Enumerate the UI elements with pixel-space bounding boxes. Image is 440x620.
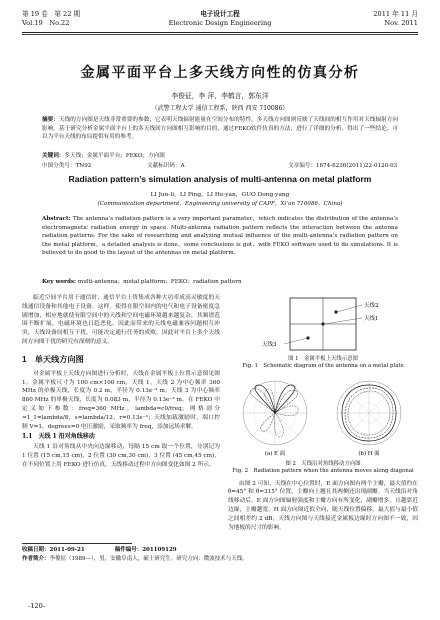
- subsection-1-1-heading: 1.1 天线 1 沿对角线移动: [22, 433, 95, 441]
- classification-row: [42, 161, 398, 170]
- antenna-2-leader: [337, 305, 362, 312]
- section-1-paragraph: 对金属平板上天线方向图进行分析时，天线在金属平板上位置示意图见图 1。金属平板尺寸为 100 cm×100 cm，天线 1，天线 2 为中心频率 360 MHz 的单极天线，长度为 0.2 m，半径为 0.13e⁻³ m；天线 3 为中心频率 860 MHz 的单极天线，长度为 0.083 m，半径为 0.13e⁻³ m。在 FEKO 中定义如下参数：freq=360 MHz，lambda=c0/freq；网格剖分 ≈1_1=lambda/8，s=lambda/12，r=0.13e⁻³；天线加载激励时，端口控制 V=1，degrees=0 电压激励，采取频率为 freq，添加远场求解。: [22, 370, 220, 430]
- keywords-en-label: Key words:: [42, 279, 77, 285]
- paper-title-cn: 金属平面平台上多天线方向性的仿真分析: [80, 65, 360, 81]
- figure-1-caption-cn: 图 1 金属平板上天线示意图: [288, 356, 358, 362]
- fig1-label-ant1: 天线1: [364, 316, 379, 322]
- left-column: [22, 294, 220, 470]
- header-volume-cn: 第 19 卷 第 22 期: [22, 10, 81, 18]
- author-bio-label: 作者简介：: [22, 555, 50, 562]
- antenna-3-leader: [284, 338, 307, 344]
- fig1-label-ant3: 天线3: [262, 342, 277, 348]
- keywords-en-text: multi-antenna；metal platform；FEKO；radiation pattern: [77, 279, 242, 285]
- author-bio-text: 李俊征（1989—），男，安徽阜南人，硕士研究生。研究方向：微波技术与天线。: [49, 555, 248, 562]
- header-date-en: Nov. 2011: [384, 19, 418, 27]
- header-journal-en: Electronic Design Engineering: [168, 19, 272, 27]
- abstract-cn-label: 摘要：: [42, 117, 59, 123]
- page-number: -120-: [28, 602, 46, 610]
- article-number: 文章编号：1674-6236(2011)22-0120-03: [288, 163, 398, 169]
- affiliation-en: (Communication department，Engineering university of CAPF，Xi’an 710086，China): [97, 201, 343, 207]
- figure-2-discussion: 由图 2 可知，天线在中心位置时，E 面方向图有两个主瓣，最大值约在 θ=45° 和 θ=315° 位置，主瓣向上翘且其两侧还出现副瓣。当天线沿对角线移动后，E 面方向图辐射强度和主瓣方向有所变化，副瓣增多，且越靠近边缘，主瓣越宽。H 面方向图近似全向，随天线位置偏移，最大值与最小值之间相差约 2 dB，天线方向图与天线接近金属板边缘时方向图不一致，因为地板的尺寸的影响。: [228, 480, 418, 531]
- footnote-dates: [22, 546, 422, 555]
- fig2-right-caption: (b) H 面: [358, 450, 380, 457]
- polar-plot-h-plane: [337, 381, 401, 445]
- running-header: [22, 10, 418, 32]
- authors-en: LI Jun-li，LI Ping，LI He-yan，GUO Dong-yang: [150, 192, 290, 198]
- figure-1-caption-en: Fig. 1 Schematic diagram of the antenna on a metal plate: [242, 363, 404, 370]
- footnote: [22, 546, 422, 563]
- abstract-cn-text: 天线的方向图是天线非常重要的参数，它表明天线辐射能量在空间分布的特性。多天线方向图则反映了天线间的相互作用对天线辐射方向影响。基于研究分析金属平面平台上的多天线间方向图相互影响的目的，通过FEKO软件仿真的方法，进行了详细的分析，得出了一些结论，可以为平台天线的布局提供有用的参考。: [42, 117, 398, 141]
- received-date: 收稿日期：2011-09-21: [22, 547, 85, 553]
- abstract-en-label: Abstract:: [42, 216, 71, 222]
- keywords-cn-label: 关键词：: [42, 153, 65, 159]
- fig2-left-caption: (a) E 面: [264, 450, 286, 457]
- figure-2-caption-en: Fig. 2 Radiation pattern when the antenna moves along diagonal: [232, 468, 414, 475]
- figure-1-diagram: [228, 294, 418, 356]
- header-journal-cn: 电子设计工程: [200, 10, 240, 18]
- intro-paragraph: 临近空间平台用于通信时，通信平台上将集成各种大功率成高灵敏度的天线通信设备和其他电子设备。这样，使得在限空间内的电气和电子设备密度急剧增加，相应地就使有限空间中的天线和空间电磁环境越来越复杂，其频谱范围不断扩展，电磁环境也日趋恶化。因此而带来的天线电磁兼容问题相互冲突，天线设备间相互干扰，可能决定通行任务的成败。因此对平台上多个天线间方向图干扰的研究有深刻的意义。: [22, 295, 220, 345]
- author-bio: [22, 555, 422, 564]
- header-date-cn: 2011 年 11 月: [373, 10, 418, 18]
- section-1-heading: 1 单天线方向图: [22, 354, 84, 364]
- right-column: [228, 294, 418, 532]
- header-rule: [22, 32, 418, 33]
- right-body: [228, 480, 418, 533]
- keywords-cn: [42, 151, 398, 159]
- header-date: [373, 10, 418, 28]
- figure-2-polar-plots: [228, 375, 418, 461]
- figure-2-caption-cn: 图 2 天线沿对角线移动方向图: [285, 460, 361, 467]
- subsection-1-1-paragraph: 天线 1 沿对角线从中央向边缘移动，每隔 15 cm 取一个位置，分别记为 1 位置 (15 cm,15 cm)，2 位置 (30 cm,30 cm)，3 位置 (45 cm,45 cm)，在不同位置上用 FEKO 进行仿真，天线移动过程中方向图变化如图 2 所示。: [22, 444, 220, 468]
- keywords-en: [42, 277, 398, 285]
- document-code: 文献标识码：A: [147, 163, 185, 169]
- header-volume-en: Vol.19 No.22: [22, 19, 70, 27]
- keywords-cn-text: 多天线；金属平面平台；FEKO；方向图: [64, 153, 165, 159]
- figure-2: [228, 375, 418, 461]
- footnote-rule: [22, 543, 132, 544]
- paper-title-en: Radiation pattern’s simulation analysis of multi-antenna on metal platform: [68, 174, 372, 184]
- abstract-cn: [42, 116, 398, 142]
- affiliation-cn: （武警工程大学 通信工程系，陕西 西安 710086）: [151, 105, 289, 112]
- polar-plot-e-plane: [243, 381, 307, 445]
- figure-1: [228, 294, 418, 356]
- manuscript-number: 稿件编号：201109129: [114, 547, 177, 553]
- authors-cn: 李俊征，李 萍，李鹤言，郭东洋: [171, 92, 269, 100]
- header-journal: [22, 10, 418, 28]
- classification-number: 中图分类号：TN92: [42, 163, 92, 169]
- abstract-en-text: The antenna’s radiation pattern is a very important parameter，which indicates the distribution of the antenna’s electromagnetic radiation energy in space. Multi-antenna radiation pattern reflects the interaction between the antenna radiation patterns. For the sake of researching and analyzing mutual influence of the multi-antenna’s radiation pattern on the metal platform，a detailed analysis is done，some conclusions is got，with FEKO software used to do simulations. It is believed to do good to the layout of the antennas on metal platform.: [42, 216, 398, 257]
- abstract-en: [42, 215, 398, 258]
- header-rule-thin: [22, 34, 418, 35]
- fig1-label-ant2: 天线2: [364, 303, 379, 309]
